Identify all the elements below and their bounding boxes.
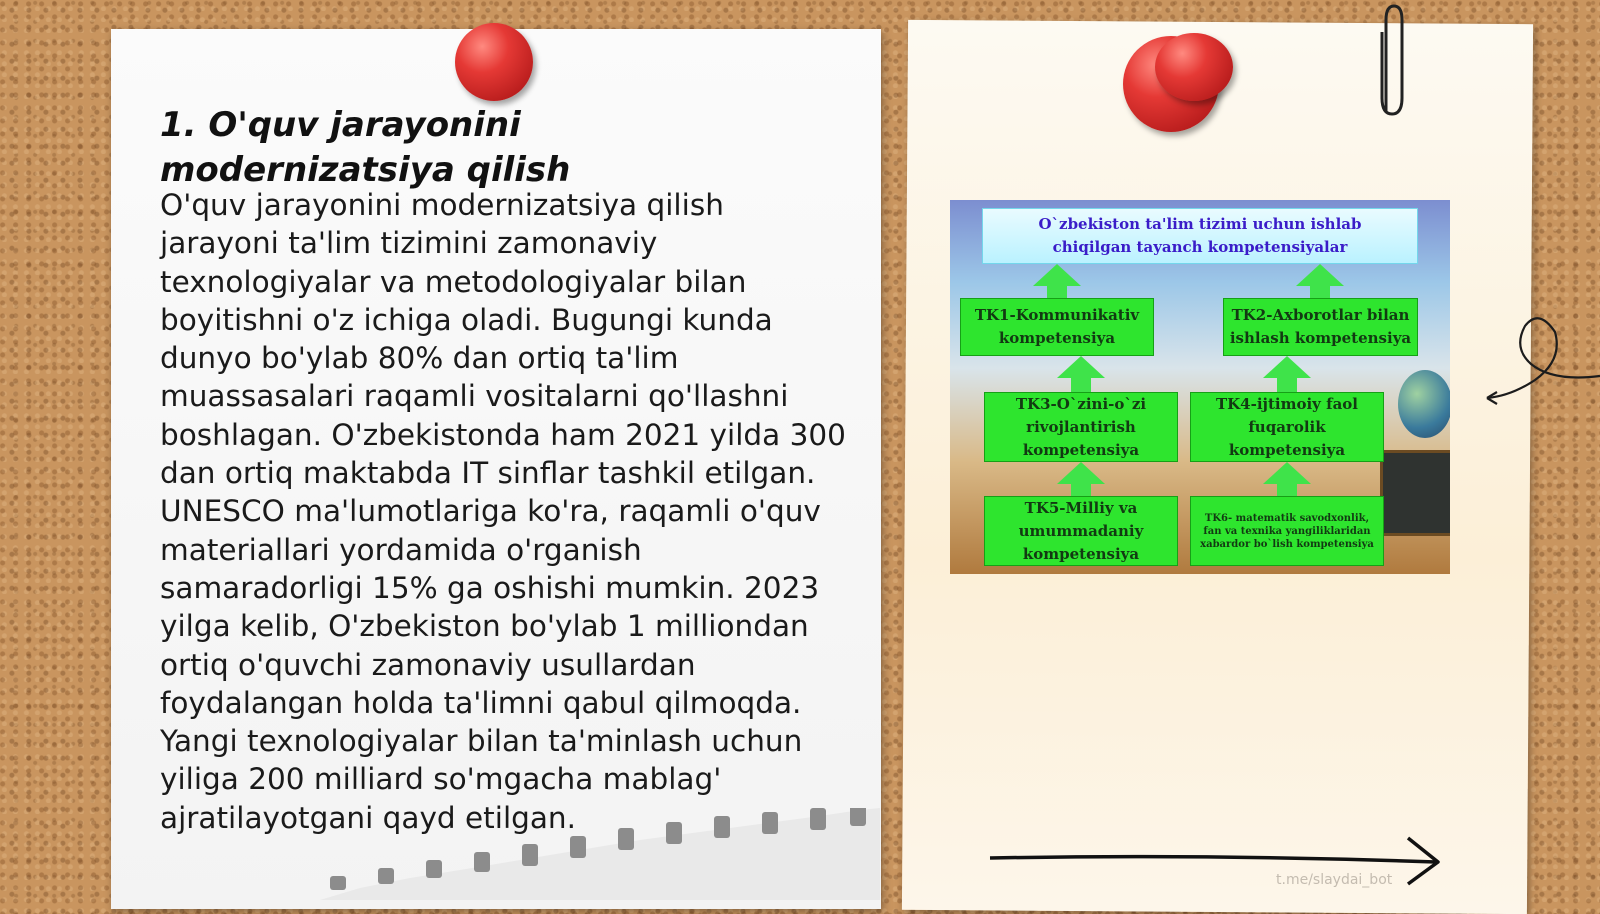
- squiggle-arrow-icon: [1483, 312, 1600, 412]
- arrow-stem: [1277, 378, 1297, 392]
- pushpin-icon: [1155, 33, 1233, 101]
- paperclip-icon: [1378, 2, 1404, 118]
- slide-title: 1. O'quv jarayonini modernizatsiya qilish: [160, 105, 571, 190]
- diagram-title: [982, 208, 1418, 264]
- tk5-box: TK5-Milliy va umummadaniy kompetensiya: [984, 496, 1178, 566]
- arrow-stem: [1277, 484, 1297, 496]
- tk4-box: TK4-ijtimoiy faol fuqarolik kompetensiya: [1190, 392, 1384, 462]
- up-arrow-icon: [1057, 462, 1105, 484]
- diagram-title-line1: O`zbekiston ta'lim tizimi uchun ishlab: [1038, 215, 1362, 233]
- torn-paper-edge: [320, 808, 880, 900]
- arrow-stem: [1310, 286, 1330, 298]
- watermark-text: t.me/slaydai_bot: [1276, 872, 1393, 888]
- tk2-box: TK2-Axborotlar bilan ishlash kompetensiya: [1223, 298, 1418, 356]
- diagram-title-line2: chiqilgan tayanch kompetensiyalar: [1052, 238, 1348, 256]
- up-arrow-icon: [1057, 356, 1105, 378]
- tk1-box: TK1-Kommunikativ kompetensiya: [960, 298, 1154, 356]
- competency-diagram: [950, 200, 1450, 574]
- chalkboard-illustration: [1380, 450, 1450, 536]
- up-arrow-icon: [1296, 264, 1344, 286]
- globe-illustration: [1398, 370, 1450, 438]
- arrow-stem: [1047, 286, 1067, 298]
- arrow-stem: [1071, 378, 1091, 392]
- up-arrow-icon: [1263, 462, 1311, 484]
- body-paragraph: O'quv jarayonini modernizatsiya qilish jarayoni ta'lim tizimini zamonaviy texnologiyalar va metodologiyalar bilan boyitishni o'z ichiga oladi. Bugungi kunda dunyo bo'ylab 80% dan ortiq ta'lim muassasalari raqamli vositalarni qo'llashni boshlagan. O'zbekistonda ham 2021 yilda 300 dan ortiq maktabda IT sinflar tashkil etilgan. UNESCO ma'lumotlariga ko'ra, raqamli o'quv materiallari yordamida o'rganish samaradorligi 15% ga oshishi mumkin. 2023 yilga kelib, O'zbekiston bo'ylab 1 milliondan ortiq o'quvchi zamonaviy usullardan foydalangan holda ta'limni qabul qilmoqda. Yangi texnologiyalar bilan ta'minlash uchun yiliga 200 milliard so'mgacha mablag' ajratilayotgani qayd etilgan.: [160, 188, 846, 835]
- arrow-stem: [1071, 484, 1091, 496]
- tk6-box: TK6- matematik savodxonlik, fan va texnika yangiliklaridan xabardor bo`lish kompetensiya: [1190, 496, 1384, 566]
- pushpin-icon: [455, 23, 533, 101]
- up-arrow-icon: [1263, 356, 1311, 378]
- tk3-box: TK3-O`zini-o`zi rivojlantirish kompetensiya: [984, 392, 1178, 462]
- up-arrow-icon: [1033, 264, 1081, 286]
